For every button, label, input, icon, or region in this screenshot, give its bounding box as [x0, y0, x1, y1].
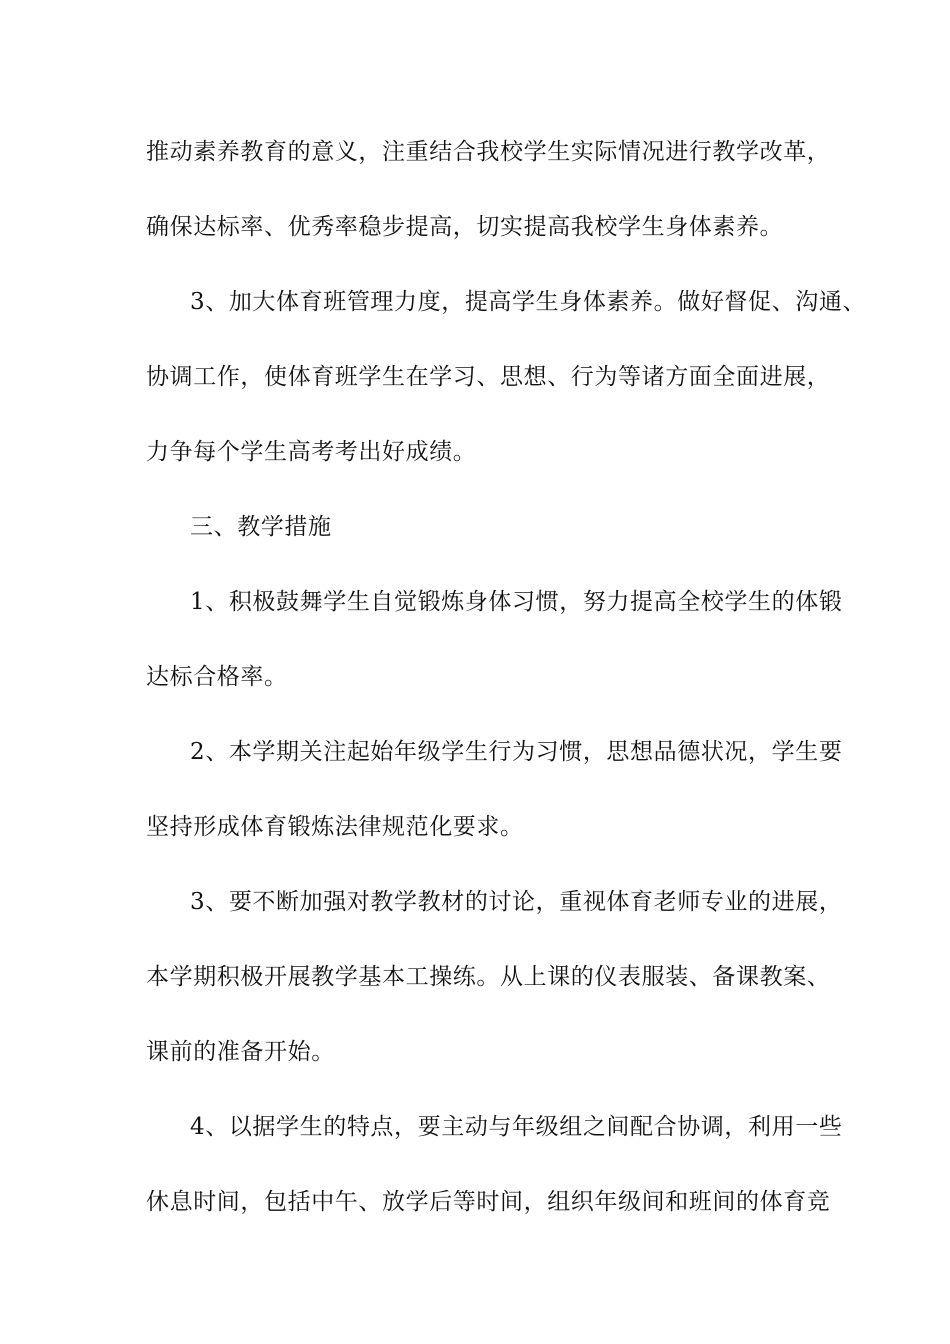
measure-2-line-1: 2、本学期关注起始年级学生行为习惯，思想品德状况，学生要 [190, 739, 843, 765]
measure-2-line-2: 坚持形成体育锻炼法律规范化要求。 [146, 814, 524, 840]
list-item-3-line-2: 协调工作，使体育班学生在学习、思想、行为等诸方面全面进展， [146, 364, 831, 390]
measure-4-line-1: 4、以据学生的特点，要主动与年级组之间配合协调，利用一些 [190, 1114, 843, 1140]
list-item-3-line-3: 力争每个学生高考考出好成绩。 [146, 439, 477, 465]
measure-1-line-1: 1、积极鼓舞学生自觉锻炼身体习惯，努力提高全校学生的体锻 [190, 589, 843, 615]
measure-3-line-3: 课前的准备开始。 [146, 1039, 335, 1065]
measure-3-line-1: 3、要不断加强对教学教材的讨论，重视体育老师专业的进展， [190, 889, 843, 915]
section-heading: 三、教学措施 [190, 514, 332, 540]
list-item-3-line-1: 3、加大体育班管理力度，提高学生身体素养。做好督促、沟通、 [190, 289, 867, 315]
paragraph-line: 确保达标率、优秀率稳步提高，切实提高我校学生身体素养。 [146, 214, 784, 240]
paragraph-line: 推动素养教育的意义，注重结合我校学生实际情况进行教学改革， [146, 139, 831, 165]
measure-4-line-2: 休息时间，包括中午、放学后等时间，组织年级间和班间的体育竞 [146, 1189, 831, 1215]
measure-1-line-2: 达标合格率。 [146, 664, 288, 690]
measure-3-line-2: 本学期积极开展教学基本工操练。从上课的仪表服装、备课教案、 [146, 964, 831, 990]
